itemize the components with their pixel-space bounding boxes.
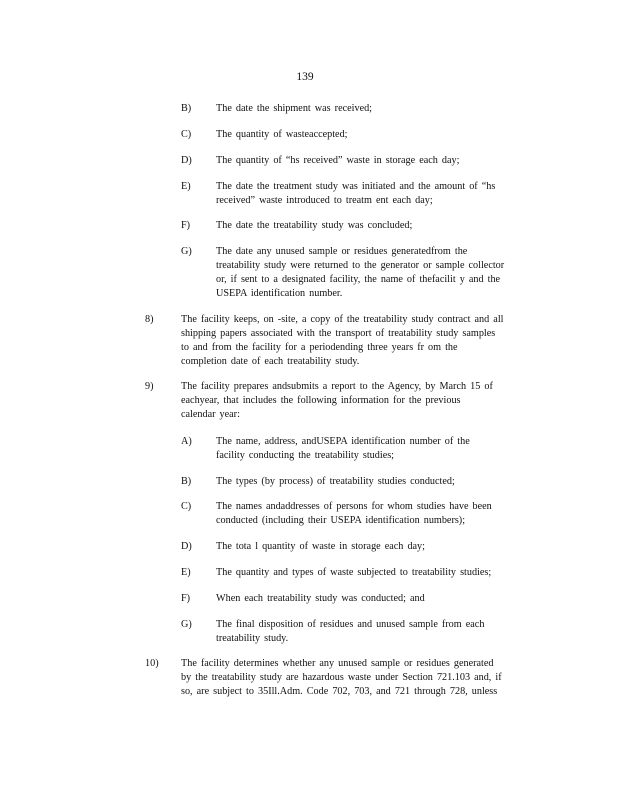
item-text: The facility keeps, on -site, a copy of the treatability study contract and all shipping papers associated with the transport of treatability study samples to and from the facility for a periodending three years fr om the completion date of each treatability study. — [181, 314, 504, 367]
item-marker: 9) — [145, 381, 154, 392]
item-marker: 10) — [145, 658, 159, 669]
item-marker: D) — [181, 155, 192, 166]
item-marker: F) — [181, 593, 191, 604]
item-text: The facility determines whether any unused sample or residues generated by the treatability study are hazardous waste under Section 721.103 and, if so, are subject to 35Ill.Adm. Code 702, 703, and 721 through 728, unless — [181, 658, 502, 697]
item-marker: G) — [181, 619, 192, 630]
item-text: The quantity and types of waste subjected to treatability studies; — [216, 567, 492, 578]
item-marker: B) — [181, 103, 192, 114]
item-text: The facility prepares andsubmits a report to the Agency, by March 15 of eachyear, that includes the following information for the previous calendar year: — [181, 381, 493, 420]
item-text: The quantity of wasteaccepted; — [216, 129, 348, 140]
item-marker: E) — [181, 181, 191, 192]
item-marker: A) — [181, 436, 192, 447]
item-marker: C) — [181, 129, 192, 140]
item-marker: B) — [181, 476, 192, 487]
item-text: The date the treatability study was concluded; — [216, 220, 413, 231]
item-text: The types (by process) of treatability studies conducted; — [216, 476, 455, 487]
item-marker: C) — [181, 501, 192, 512]
item-text: The quantity of “hs received” waste in storage each day; — [216, 155, 460, 166]
item-text: The tota l quantity of waste in storage each day; — [216, 541, 425, 552]
item-marker: G) — [181, 246, 192, 257]
item-marker: 8) — [145, 314, 154, 325]
item-marker: E) — [181, 567, 191, 578]
item-text: The names andaddresses of persons for whom studies have been conducted (including their USEPA identification numbers); — [216, 501, 492, 526]
item-text: The date any unused sample or residues generatedfrom the treatability study were returned to the generator or sample collector or, if sent to a designated facility, the name of thefacilit y and the USEPA identification number. — [216, 246, 505, 299]
item-text: The date the shipment was received; — [216, 103, 373, 114]
item-text: The final disposition of residues and unused sample from each treatability study. — [216, 619, 485, 644]
item-text: The name, address, andUSEPA identification number of the facility conducting the treatability studies; — [216, 436, 470, 461]
item-text: The date the treatment study was initiated and the amount of “hs received” waste introduced to treatm ent each day; — [216, 181, 496, 206]
item-marker: D) — [181, 541, 192, 552]
item-text: When each treatability study was conducted; and — [216, 593, 425, 604]
item-marker: F) — [181, 220, 191, 231]
page-number: 139 — [296, 71, 314, 83]
